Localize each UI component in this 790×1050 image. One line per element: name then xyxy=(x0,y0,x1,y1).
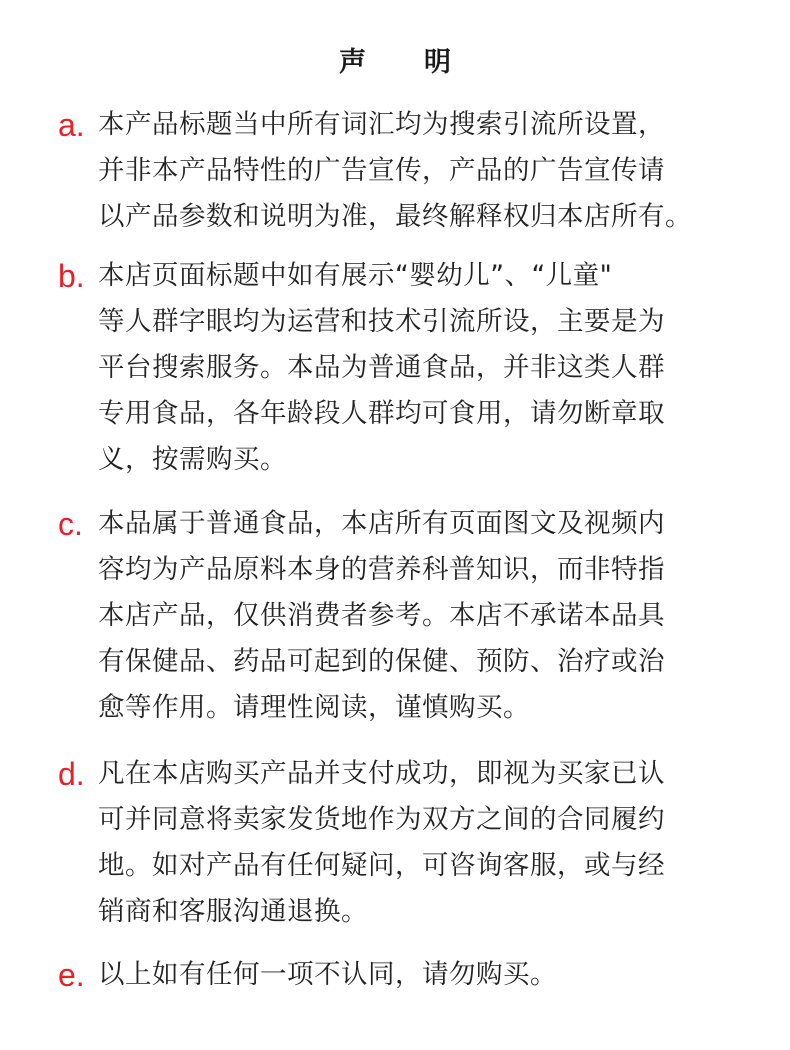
clause-e xyxy=(58,952,758,998)
clause-label-a: a. xyxy=(58,107,85,143)
clause-line: 本店产品，仅供消费者参考。本店不承诺本品具 xyxy=(98,600,665,631)
clause-text-e xyxy=(98,952,738,998)
clause-line: 凡在本店购买产品并支付成功，即视为买家已认 xyxy=(98,758,665,789)
clause-text-d xyxy=(98,751,738,935)
clause-line: 容均为产品原料本身的营养科普知识，而非特指 xyxy=(98,554,665,585)
clause-label-b: b. xyxy=(58,258,85,294)
clause-line: 义，按需购买。 xyxy=(98,444,287,475)
clause-d xyxy=(58,751,758,935)
clause-line: 平台搜索服务。本品为普通食品，并非这类人群 xyxy=(98,352,665,383)
clause-line: 地。如对产品有任何疑问，可咨询客服，或与经 xyxy=(98,850,665,881)
clause-line: 本产品标题当中所有词汇均为搜索引流所设置， xyxy=(98,109,665,140)
clause-b xyxy=(58,253,758,483)
clause-line: 本店页面标题中如有展示“婴幼儿”、“儿童" xyxy=(98,260,613,291)
clause-line: 等人群字眼均为运营和技术引流所设，主要是为 xyxy=(98,306,665,337)
clause-text-b xyxy=(98,253,738,483)
clause-label-c: c. xyxy=(58,506,83,542)
clause-line: 以产品参数和说明为准，最终解释权归本店所有。 xyxy=(98,201,692,232)
clause-line: 可并同意将卖家发货地作为双方之间的合同履约 xyxy=(98,804,665,835)
clause-text-c xyxy=(98,501,738,731)
clause-label-e: e. xyxy=(58,957,85,993)
clause-line: 并非本产品特性的广告宣传，产品的广告宣传请 xyxy=(98,155,665,186)
title-char-2: 明 xyxy=(424,47,451,78)
clause-line: 愈等作用。请理性阅读，谨慎购买。 xyxy=(98,692,530,723)
clause-line: 专用食品，各年龄段人群均可食用，请勿断章取 xyxy=(98,398,665,429)
clause-line: 本品属于普通食品，本店所有页面图文及视频内 xyxy=(98,508,665,539)
clause-text-a xyxy=(98,102,738,240)
clause-line: 销商和客服沟通退换。 xyxy=(98,896,368,927)
clause-c xyxy=(58,501,758,731)
clause-line: 以上如有任何一项不认同，请勿购买。 xyxy=(98,959,557,990)
title-char-1: 声 xyxy=(339,47,366,78)
page-title xyxy=(0,40,790,79)
clause-line: 有保健品、药品可起到的保健、预防、治疗或治 xyxy=(98,646,665,677)
clause-a xyxy=(58,102,758,240)
clause-label-d: d. xyxy=(58,756,85,792)
